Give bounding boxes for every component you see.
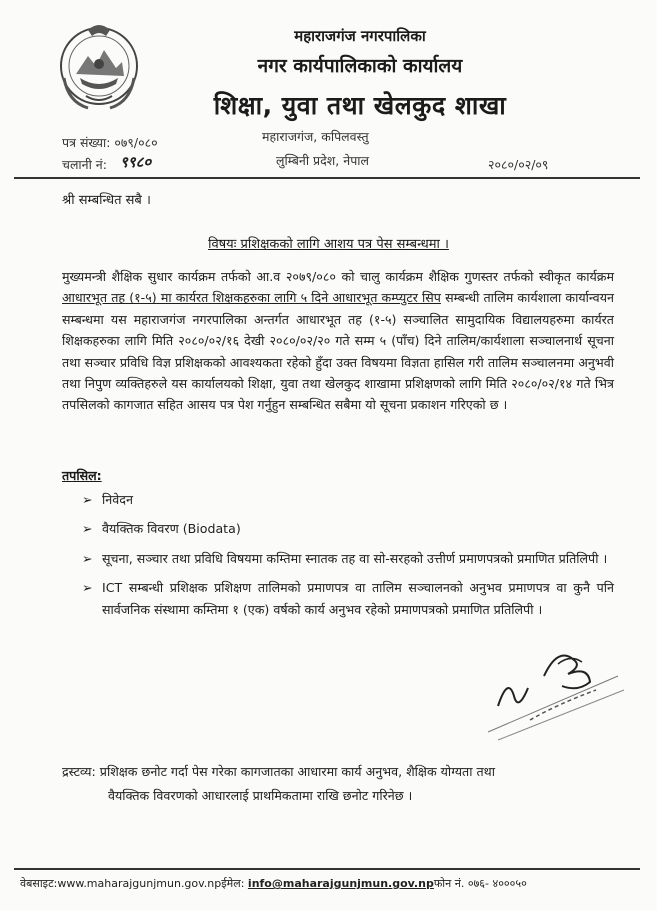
signature-icon: [478, 636, 628, 746]
arrow-bullet-icon: ➢: [82, 550, 93, 566]
municipality-name: महाराजगंज नगरपालिका: [294, 27, 426, 45]
chalani-number: ९९८०: [120, 153, 152, 171]
recipient: श्री सम्बन्धित सबै ।: [62, 193, 151, 208]
address-line-2: लुम्बिनी प्रदेश, नेपाल: [276, 153, 370, 168]
tapasil-heading: तपसिल:: [62, 468, 102, 483]
list-item-text: निवेदन: [102, 492, 133, 507]
body-paragraph: [62, 266, 614, 416]
footer-website: वेबसाइट:www.maharajgunjmun.gov.np: [20, 877, 222, 890]
note-line-2: वैयक्तिक विवरणको आधारलाई प्राथमिकतामा राखि छनोट गरिनेछ ।: [108, 788, 413, 803]
note-paragraph: [62, 760, 622, 808]
list-item: [82, 518, 614, 539]
arrow-bullet-icon: ➢: [82, 492, 93, 507]
subject-line: [0, 234, 657, 252]
list-item-text: सूचना, सञ्चार तथा प्रविधि विषयमा कम्तिमा स्नातक तह वा सो-सरहको उत्तीर्ण प्रमाणपत्रको प्रमाणित प्रतिलिपी ।: [102, 550, 608, 566]
chalani-label: चलानी नं:: [62, 157, 107, 172]
body-part-2: सम्बन्धी तालिम कार्यशाला कार्यान्वयन सम्बन्धमा यस महाराजगंज नगरपालिका अन्तर्गत आधारभूत तह (१-५) सञ्चालित सामुदायिक विद्यालयहरुमा कार्यरत शिक्षकहरुका लागि मिति २०८०/०२/१६ देखी २०८०/०२/२० गते सम्म ५ (पाँच) दिने तालिम/कार्यशाला सञ्चालनार्थ सूचना तथा सञ्चार प्रविधि विज्ञ प्रशिक्षकको आवश्यकता रहेको हुँदा उक्त विषयमा विज्ञता हासिल गरी तालिम सञ्चालनमा अनुभवी तथा निपुण व्यक्तिहरुले यस कार्यालयको शिक्षा, युवा तथा खेलकुद शाखामा प्रशिक्षणको लागि मिति २०८०/०२/१४ गते भित्र तपसिलको कागजात सहित आसय पत्र पेश गर्नुहुन सम्बन्धित सबैमा यो सूचना प्रकाशन गरिएको छ ।: [62, 290, 614, 413]
footer-divider: [14, 868, 640, 870]
address-line-1: महाराजगंज, कपिलवस्तु: [262, 129, 369, 144]
body-emphasis: आधारभूत तह (१-५) मा कार्यरत शिक्षकहरुका लागि ५ दिने आधारभूत कम्प्युटर सिप: [62, 290, 441, 306]
list-item: [82, 577, 614, 620]
arrow-bullet-icon: ➢: [82, 521, 93, 537]
list-item-text: वैयक्तिक विवरण (Biodata): [102, 521, 241, 537]
footer-email: info@maharajgunjmun.gov.np: [247, 877, 434, 890]
list-item: [82, 548, 614, 569]
list-item: [82, 489, 614, 510]
note-line-1: द्रस्टव्य: प्रशिक्षक छनोट गर्दा पेस गरेका कागजातका आधारमा कार्य अनुभव, शैक्षिक योग्यता तथा: [62, 764, 495, 779]
header-divider: [14, 177, 640, 179]
body-part-1: मुख्यमन्त्री शैक्षिक सुधार कार्यक्रम तर्फको आ.व २०७९/०८० को चालु कार्यक्रम शैक्षिक गुणस्तर तर्फको स्वीकृत कार्यक्रम: [62, 269, 614, 284]
office-name: नगर कार्यपालिकाको कार्यालय: [257, 55, 463, 77]
footer: [20, 876, 640, 891]
subject-text: विषयः प्रशिक्षकको लागि आशय पत्र पेस सम्बन्धमा ।: [208, 237, 449, 252]
list-item-text: ICT सम्बन्धी प्रशिक्षक प्रशिक्षण तालिमको प्रमाणपत्र वा तालिम सञ्चालनको अनुभव प्रमाणपत्र वा कुनै पनि सार्वजनिक संस्थामा कम्तिमा १ (एक) वर्षको कार्य अनुभव रहेको प्रमाणपत्रको प्रमाणित प्रतिलिपी ।: [102, 580, 614, 617]
section-name: शिक्षा, युवा तथा खेलकुद शाखा: [213, 91, 507, 120]
arrow-bullet-icon: ➢: [82, 580, 93, 596]
government-emblem-icon: [58, 18, 140, 114]
footer-email-label: ईमेल:: [221, 877, 245, 890]
tapasil-list: [82, 489, 614, 628]
letter-date: २०८०/०२/०९: [488, 157, 549, 172]
patra-sankhya: पत्र संख्या: ०७९/०८०: [62, 135, 158, 150]
footer-phone: फोन नं. ०७६- ४०००५०: [433, 877, 527, 890]
